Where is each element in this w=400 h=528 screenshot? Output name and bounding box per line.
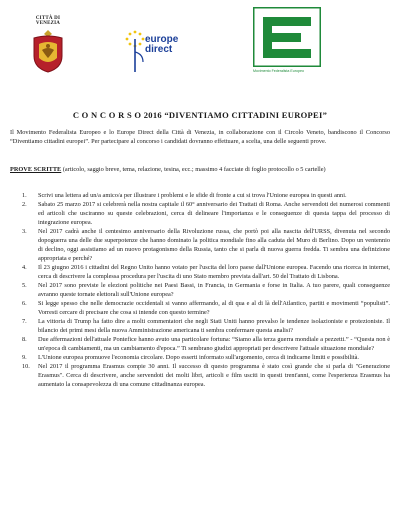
- list-item-text: Scrivi una lettera ad un/a amico/a per illustrare i problemi e le sfide di fronte a cui si trova l'Unione europea in questi anni.: [38, 192, 347, 199]
- list-item: [22, 281, 390, 299]
- europe-direct-text: [145, 35, 178, 55]
- list-item-text: La vittoria di Trump ha fatto dire a molti commentatori che negli Stati Uniti hanno prevalso le tendenze isolazioniste e protezioniste. Il bilancio dei primi mesi della nuova Amministrazione americana ti sembra confermare questa analisi?: [38, 318, 390, 334]
- venezia-logo-text: CITTÀ DI VENEZIA: [35, 16, 61, 26]
- list-item: [22, 362, 390, 389]
- list-item-number: 6.: [22, 300, 27, 307]
- list-item-text: Il 23 giugno 2016 i cittadini del Regno Unito hanno votato per l'uscita del loro paese dall'Unione europea. Facendo una ricerca in internet, cerca di descrivere la complessa procedura per l'uscita di uno Stato membro prevista dall'art. 50 del Trattato di Lisbona.: [38, 264, 390, 280]
- list-item-text: Si legge spesso che nelle democrazie occidentali si vanno affermando, al di qua e al di là dell'Atlantico, partiti e movimenti “populisti”. Vorresti cercare di precisare che cosa si intende con questo termine?: [38, 300, 390, 316]
- list-item-number: 2.: [22, 201, 27, 208]
- intro-paragraph: Il Movimento Federalista Europeo e lo Europe Direct della Città di Venezia, in collaborazione con il Circolo Veneto, bandiscono il Concorso “Diventiamo cittadini europei”. Per partecipare al concorso i candidati dovranno effettuare, a scelta, una delle seguenti prove.: [10, 129, 390, 145]
- topics-list: [22, 191, 390, 389]
- list-item-number: 3.: [22, 228, 27, 235]
- list-item: [22, 335, 390, 353]
- venezia-crest-icon: [30, 28, 66, 74]
- list-item-number: 9.: [22, 354, 27, 361]
- list-item: [22, 191, 390, 200]
- list-item-number: 10.: [22, 363, 30, 370]
- prove-scritte-label: PROVE SCRITTE: [10, 166, 62, 173]
- list-item: [22, 200, 390, 227]
- europe-word: europe: [145, 34, 179, 45]
- direct-word: direct: [145, 44, 173, 55]
- list-item: [22, 353, 390, 362]
- list-item: [22, 227, 390, 263]
- list-item-number: 4.: [22, 264, 27, 271]
- list-item-number: 7.: [22, 318, 27, 325]
- list-item-text: Sabato 25 marzo 2017 si celebrerà nella nostra capitale il 60° anniversario dei Trattati di Roma. Anche servendoti dei numerosi commenti ed articoli che usciranno su queste celebrazioni, cerca di delineare l'importanza e le conseguenze di questa tappa del processo di integrazione europea.: [38, 201, 390, 226]
- page-title: C O N C O R S O 2016 “DIVENTIAMO CITTADINI EUROPEI”: [72, 110, 328, 120]
- list-item-text: Nel 2017 sono previste le elezioni politiche nei Paesi Bassi, in Francia, in Germania e forse in Italia. A tuo parere, quali conseguenze avranno queste tornate elettorali sull'Unione europea?: [38, 282, 390, 298]
- header-logos: [0, 0, 400, 90]
- list-item: [22, 263, 390, 281]
- mfe-label: Movimento Federalista Europeo: [253, 69, 304, 73]
- list-item-text: Nel 2017 cadrà anche il centesimo anniversario della Rivoluzione russa, che portò poi alla nascita dell'URSS, divenuta nel secondo dopoguerra una delle due superpotenze che hanno dominato la politica mondiale fino alla caduta del Muro di Berlino. Dopo un ventennio di declino, oggi assistiamo ad un nuovo protagonismo della Russia, tanto che si parla di nuova guerra fredda. Ti sembra una definizione appropriata e perché?: [38, 228, 390, 262]
- prove-scritte-paragraph: [10, 165, 390, 174]
- prove-scritte-text: (articolo, saggio breve, tema, relazione, tesina, ecc.; massimo 4 facciate di foglio protocollo o 5 cartelle): [61, 166, 326, 173]
- list-item-number: 5.: [22, 282, 27, 289]
- list-item-text: Nel 2017 il programma Erasmus compie 30 anni. Il successo di questo programma è stato così grande che si parla di "Generazione Erasmus". Cerca di descrivere, anche servendoti dei molti libri, articoli e film usciti in questi trent'anni, come l'esperienza Erasmus ha aumentato la consapevolezza di una comune cittadinanza europea.: [38, 363, 390, 388]
- citta-di-venezia-logo: [28, 16, 68, 74]
- list-item-text: L'Unione europea promuove l'economia circolare. Dopo esserti informato sull'argomento, cerca di indicarne limiti e possibilità.: [38, 354, 360, 361]
- europe-direct-logo: [125, 28, 185, 74]
- list-item-text: Due affermazioni dell'attuale Pontefice hanno avuto una particolare fortuna: “Siamo alla terza guerra mondiale a pezzetti.” - “Questa non è un'epoca di cambiamenti, ma un cambiamento d'epoca.” Ti sembrano giudizi appropriati per descrivere l'attuale situazione mondiale?: [38, 336, 390, 352]
- mfe-e-icon: [253, 7, 321, 67]
- list-item-number: 8.: [22, 336, 27, 343]
- list-item-number: 1.: [22, 192, 27, 199]
- list-item: [22, 317, 390, 335]
- mfe-logo: [253, 7, 321, 73]
- list-item: [22, 299, 390, 317]
